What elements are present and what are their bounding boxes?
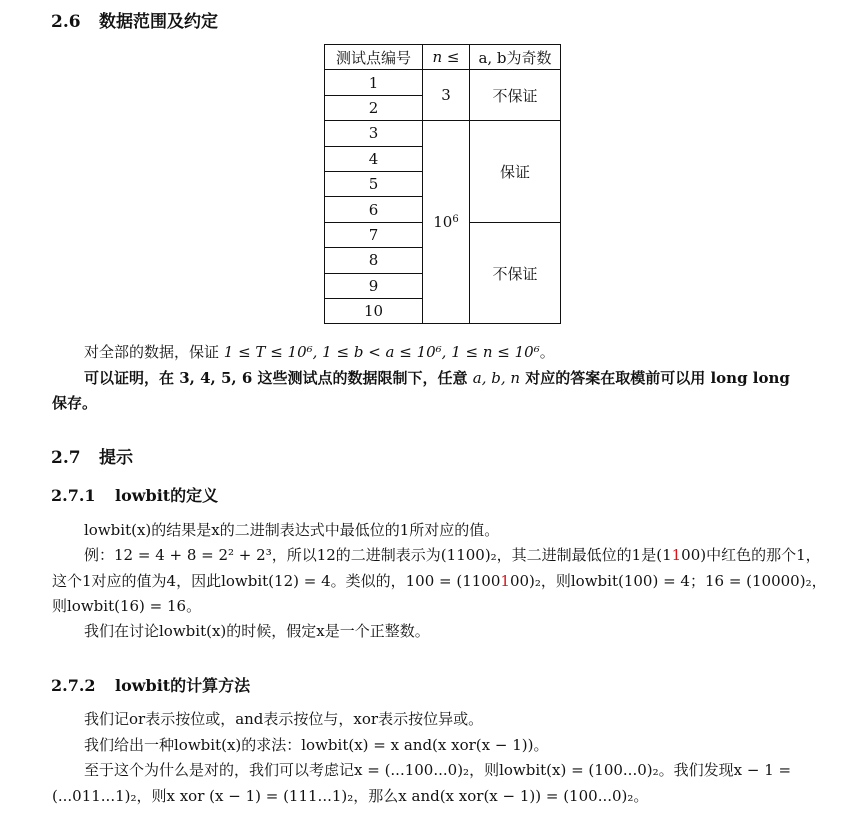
test-id-cell: 8: [325, 248, 423, 273]
test-id-cell: 5: [325, 171, 423, 196]
test-id-cell: 1: [325, 70, 423, 95]
positive-integer-note: 我们在讨论lowbit(x)的时候，假定x是一个正整数。: [84, 622, 430, 640]
example-text-a: 例：12 = 4 + 8 = 2² + 2³，所以12的二进制表示为(1100)₂，其二进制最低位的1是(1: [84, 546, 672, 564]
section-number: 2.7: [51, 448, 81, 468]
note-text-a: 可以证明，在 3, 4, 5, 6 这些测试点的数据限制下，任意: [84, 369, 473, 387]
test-id-cell: 2: [325, 95, 423, 120]
data-range-table: [324, 44, 561, 324]
example-line3: 则lowbit(16) = 16。: [52, 597, 202, 615]
odd-guarantee-group3: 不保证: [470, 222, 561, 324]
operator-definition: 我们记or表示按位或，and表示按位与，xor表示按位异或。: [84, 710, 484, 728]
example-text-d: 00)₂，则lowbit(100) = 4；16 = (10000)₂，: [509, 572, 827, 590]
red-bit-2: 1: [500, 572, 510, 590]
test-id-cell: 7: [325, 222, 423, 247]
section-title: lowbit的计算方法: [115, 676, 251, 695]
test-id-cell: 3: [325, 121, 423, 146]
odd-guarantee-group2: 保证: [470, 121, 561, 223]
table-header-row: [325, 45, 561, 70]
note-text-b: 对应的答案在取模前可以用 long long: [520, 369, 790, 387]
constraint-paragraph: [84, 342, 838, 362]
section-2-7-2-heading: [51, 673, 250, 696]
long-long-note-line1: [84, 368, 838, 388]
note-vars: a, b, n: [472, 369, 521, 387]
n-limit-big: [423, 121, 470, 324]
section-2-7-1-heading: [51, 483, 218, 506]
section-2-7-heading: [51, 443, 133, 468]
header-test-id: 测试点编号: [325, 45, 423, 70]
n-limit-small: 3: [423, 70, 470, 121]
test-id-cell: 10: [325, 298, 423, 323]
section-title: lowbit的定义: [115, 486, 219, 505]
n-limit-exponent: 6: [452, 214, 459, 226]
lowbit-definition: lowbit(x)的结果是x的二进制表达式中最低位的1所对应的值。: [84, 521, 500, 539]
lowbit-formula: 我们给出一种lowbit(x)的求法：lowbit(x) = x and(x xor(x − 1))。: [84, 736, 549, 754]
example-text-c: 这个1对应的值为4，因此lowbit(12) = 4。类似的，100 = (1100: [52, 572, 501, 590]
proof-line2: (...011...1)₂，则x xor (x − 1) = (111...1)₂，那么x and(x xor(x − 1)) = (100...0)₂。: [52, 787, 649, 805]
proof-line1: 至于这个为什么是对的，我们可以考虑记x = (...100...0)₂，则lowbit(x) = (100...0)₂。我们发现x − 1 =: [84, 761, 792, 779]
example-line1: [84, 545, 838, 565]
example-text-b: 00)中红色的那个1，: [681, 546, 821, 564]
section-2-6-heading: [51, 7, 218, 32]
table-row: [325, 70, 561, 95]
test-id-cell: 9: [325, 273, 423, 298]
example-line2: [52, 571, 838, 591]
red-bit: 1: [671, 546, 682, 564]
constraint-prefix: 对全部的数据，保证: [84, 343, 224, 361]
table-row: [325, 121, 561, 146]
header-n-le: n ≤: [423, 45, 470, 70]
n-limit-base: 10: [433, 213, 453, 232]
section-number: 2.7.1: [51, 486, 96, 505]
header-ab-odd: a, b为奇数: [470, 45, 561, 70]
section-title: 数据范围及约定: [99, 12, 218, 32]
long-long-note-line2: 保存。: [52, 394, 98, 412]
section-number: 2.6: [51, 12, 81, 32]
constraint-formula: 1 ≤ T ≤ 10⁶, 1 ≤ b < a ≤ 10⁶, 1 ≤ n ≤ 10⁶: [223, 343, 540, 361]
constraint-suffix: 。: [539, 343, 555, 361]
test-id-cell: 6: [325, 197, 423, 222]
section-number: 2.7.2: [51, 676, 96, 695]
test-id-cell: 4: [325, 146, 423, 171]
odd-guarantee-group1: 不保证: [470, 70, 561, 121]
section-title: 提示: [99, 448, 133, 468]
